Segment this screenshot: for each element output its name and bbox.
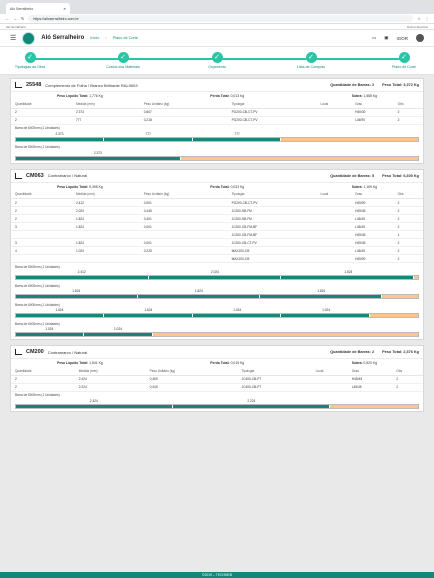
card-header-totals [330, 350, 419, 354]
column-header: Peso Unitário (kg) [146, 367, 238, 375]
leftover [352, 94, 377, 98]
browser-tabstrip [0, 0, 434, 14]
address-bar[interactable]: https://alloserralheiro.com.br [28, 15, 413, 22]
cut-bar [15, 313, 419, 318]
step-label: Lista de Compras [296, 65, 326, 69]
segment-label: 1.024 [233, 308, 242, 312]
table-cell: 1.824 [72, 223, 140, 231]
table-cell: 2 [394, 199, 423, 207]
segment-label: 1.024 [322, 308, 331, 312]
check-icon: ✓ [118, 52, 129, 63]
step-label: Orçamento [208, 65, 226, 69]
net-weight-label: Peso Líquido Total: [57, 184, 89, 189]
total-weight-label: Peso Total: [382, 83, 403, 87]
table-cell [312, 375, 348, 383]
net-weight-value: 1,776 Kg [89, 94, 103, 98]
cuts-table [11, 100, 423, 125]
table-cell [140, 255, 228, 263]
qty-bars [330, 350, 374, 354]
loss-weight [210, 361, 244, 365]
check-icon: ✓ [212, 52, 223, 63]
material-code: 25548 [26, 82, 42, 88]
table-cell [317, 108, 352, 116]
table-cell: PG200-CB-CT-PV [228, 199, 317, 207]
net-weight [57, 361, 103, 365]
segment-label: 2.373 [93, 150, 102, 155]
bar-segment [16, 157, 181, 160]
browser-toolbar [0, 14, 434, 24]
segment-label: 777 [234, 131, 240, 136]
total-weight-value: 3,372 Kg [403, 83, 419, 87]
bar-segment [84, 333, 152, 336]
qty-bars-label: Quantidade de Barras: [330, 173, 371, 178]
bar-segment [260, 295, 382, 298]
qty-bars-value: 5 [372, 173, 375, 178]
table-cell [317, 207, 352, 215]
column-header: Tipologia [237, 367, 311, 375]
material-description: Complemento de Folha / Branco Brilhante RAL9003 [45, 82, 138, 88]
column-header: Medida (mm) [75, 367, 146, 375]
bar-segment-labels [15, 308, 419, 313]
check-icon: ✓ [25, 52, 36, 63]
column-header: Local [317, 100, 352, 108]
segment-label: 1.524 [344, 270, 353, 274]
table-header-row [11, 191, 423, 199]
user-name[interactable]: IGOR [396, 35, 408, 41]
column-header: Medida (mm) [72, 100, 140, 108]
hamburger-menu-icon[interactable]: ☰ [10, 35, 17, 42]
table-cell [312, 383, 348, 391]
reload-icon[interactable]: ↻ [21, 16, 25, 21]
leftover [352, 361, 377, 365]
card-header-totals [330, 83, 419, 87]
table-cell [317, 199, 352, 207]
table-row [11, 116, 423, 124]
table-cell: JC200-SB-FM [228, 215, 317, 223]
table-cell [317, 239, 352, 247]
monitor-icon[interactable]: ▭ [371, 35, 377, 40]
table-cell: L45/45 [348, 383, 392, 391]
bar-segment [281, 276, 414, 279]
chat-icon[interactable]: ▣ [384, 35, 389, 40]
card-summary [11, 359, 423, 367]
cut-bar [15, 332, 419, 337]
table-cell: 2 [11, 108, 72, 116]
bar-label: Barra de 6000mm (1 Unidades) [15, 393, 60, 397]
column-header: Medida (mm) [72, 191, 140, 199]
table-cell: L45/45 [351, 247, 394, 255]
table-cell: 2.424 [75, 375, 146, 383]
table-cell: 0,445 [140, 207, 228, 215]
footer: ©2019 – TECHNEB [0, 572, 434, 578]
step-plano-corte[interactable] [374, 52, 434, 69]
segment-label: 2.224 [247, 398, 256, 403]
material-description: Contramarco / Natural [47, 173, 88, 178]
leftover-label: Sobra: [351, 361, 363, 365]
table-cell: 2 [394, 247, 423, 255]
column-header: Quantidade [11, 367, 75, 375]
browser-tab[interactable] [6, 3, 70, 14]
tab-title: Aló Serralheiro [10, 6, 34, 11]
bar-segment [104, 314, 192, 317]
table-cell: 2 [394, 207, 423, 215]
material-card [10, 345, 424, 412]
table-header-row [11, 367, 423, 375]
total-weight [382, 174, 419, 178]
table-cell [317, 116, 352, 124]
leftover-label: Sobra: [351, 184, 363, 189]
total-weight-label: Peso Total: [382, 350, 403, 354]
loss-weight-value: 0,015 Kg [230, 361, 245, 365]
bar-segment [16, 138, 104, 141]
table-cell: JC400-CB-PT [237, 383, 311, 391]
table-cell: 2.412 [72, 199, 140, 207]
brand-logo[interactable] [22, 32, 35, 45]
leftover [352, 185, 377, 189]
cut-bar [15, 294, 419, 299]
cuts-table [11, 191, 423, 264]
segment-label: 2.024 [210, 270, 219, 274]
material-card [10, 169, 424, 341]
segment-label: 1.024 [45, 327, 54, 331]
table-cell: JC200-CB-CT-PV [228, 239, 317, 247]
table-cell: 0,225 [140, 247, 228, 255]
table-cell: 2 [11, 383, 75, 391]
check-icon: ✓ [306, 52, 317, 63]
bar-label: Barra de 6000mm (1 Unidades) [15, 321, 60, 326]
leftover-value: 0,520 Kg [363, 361, 377, 365]
table-cell: H45/45 [348, 375, 392, 383]
table-cell: L45/90 [351, 116, 394, 124]
loss-weight-value: 0,013 Kg [230, 94, 245, 98]
segment-label: 2.373 [55, 131, 64, 136]
table-cell: 4 [11, 247, 72, 255]
table-row [11, 239, 423, 247]
table-row [11, 255, 423, 263]
leftover-label: Sobra: [351, 94, 363, 98]
table-cell [317, 223, 352, 231]
card-header [11, 346, 423, 359]
step-label: Custos dos Materiais [106, 65, 140, 69]
brand-name: Aló Serralheiro [41, 35, 85, 41]
other-bookmarks[interactable]: Outros favoritos [406, 24, 428, 29]
table-cell: PG200-CB-CT-PV [228, 108, 317, 116]
loss-weight [210, 94, 244, 98]
segment-label: 2.424 [89, 398, 98, 403]
table-cell: 0,460 [146, 375, 238, 383]
table-cell: H45/30 [351, 108, 394, 116]
segment-label: 1.624 [55, 308, 64, 312]
table-cell [317, 247, 352, 255]
table-row [11, 375, 423, 383]
segment-label: 2.412 [77, 270, 86, 274]
table-row [11, 223, 423, 231]
bar-segment [138, 295, 260, 298]
table-cell: 0,001 [140, 239, 228, 247]
table-cell: 2.224 [75, 383, 146, 391]
table-cell: 2 [394, 223, 423, 231]
bar-segment [16, 333, 84, 336]
loss-weight-value: 0,033 Kg [230, 184, 245, 189]
material-code: CM200 [26, 349, 44, 355]
table-cell [72, 231, 140, 239]
table-cell: 3 [11, 239, 72, 247]
bar-label: Barra de 6000mm (1 Unidades) [15, 145, 60, 149]
table-cell: 2 [11, 215, 72, 223]
table-cell: 2 [11, 207, 72, 215]
breadcrumb-current: Plano de Corte [112, 36, 138, 40]
cut-bar [15, 404, 419, 409]
column-header: Local [312, 367, 348, 375]
qty-bars-label: Quantidade de Barras: [330, 350, 371, 354]
bar-label: Barra de 6000mm (1 Unidades) [15, 126, 60, 130]
net-weight [57, 94, 103, 98]
bar-segment [173, 405, 330, 408]
net-weight [57, 185, 103, 189]
table-cell: 2 [11, 116, 72, 124]
card-header-totals [330, 174, 419, 178]
cut-bar [15, 156, 419, 161]
bar-label: Barra de 6000mm (1 Unidades) [15, 302, 60, 307]
column-header: Tipologia [228, 100, 317, 108]
table-cell: 1 [394, 231, 423, 239]
column-header: Grau [348, 367, 392, 375]
profile-icon [15, 173, 22, 179]
table-cell [317, 255, 352, 263]
table-row [11, 247, 423, 255]
column-header: Quantidade [11, 100, 72, 108]
qty-bars-value: 2 [372, 350, 375, 354]
table-row [11, 215, 423, 223]
card-summary [11, 92, 423, 100]
table-cell: H45/90 [351, 199, 394, 207]
step-lista-compras[interactable] [281, 52, 341, 69]
table-cell [317, 231, 352, 239]
table-cell: 0,667 [140, 108, 228, 116]
table-row [11, 383, 423, 391]
table-cell: 2 [394, 215, 423, 223]
total-weight [382, 83, 419, 87]
table-header-row [11, 100, 423, 108]
step-tipologias[interactable] [0, 52, 60, 69]
segment-label: 1.824 [72, 289, 81, 293]
segment-label: 1.024 [114, 327, 122, 331]
bar-segment-labels [15, 270, 419, 275]
column-header: Tipologia [228, 191, 317, 199]
column-header: Peso Unitário (kg) [140, 191, 228, 199]
cut-plan-content [0, 75, 434, 412]
table-cell: JC200-SB-FM [228, 207, 317, 215]
table-cell: 2 [11, 199, 72, 207]
bar-segment [281, 314, 369, 317]
table-cell: 2 [394, 239, 423, 247]
step-label: Tipologias da Obra [14, 65, 46, 69]
bar-segment [16, 295, 138, 298]
bar-segment [193, 138, 281, 141]
table-cell [11, 231, 72, 239]
back-icon[interactable]: ← [5, 16, 9, 21]
loss-weight-label: Perda Total: [210, 94, 230, 98]
column-header: Local [317, 191, 352, 199]
qty-bars-value: 2 [372, 83, 375, 87]
table-cell: 0,218 [140, 116, 228, 124]
table-cell: 1.024 [72, 247, 140, 255]
net-weight-label: Peso Líquido Total: [57, 94, 89, 98]
menu-dots-icon[interactable]: ⋮ [425, 16, 429, 21]
table-cell: 1.824 [72, 239, 140, 247]
profile-icon [15, 82, 22, 88]
table-cell: MAX100-CB [228, 247, 317, 255]
table-row [11, 108, 423, 116]
table-cell: 2.024 [72, 207, 140, 215]
segment-label: 777 [145, 131, 151, 136]
net-weight-label: Peso Líquido Total: [57, 361, 89, 365]
table-cell: H45/90 [351, 255, 394, 263]
leftover-value: 1,169 Kg [363, 184, 377, 189]
column-header: Grau [351, 191, 394, 199]
segment-label: 1.624 [144, 308, 153, 312]
step-orcamento[interactable] [187, 52, 247, 69]
breadcrumb-home[interactable]: Início [90, 36, 100, 40]
qty-bars [330, 174, 374, 178]
segment-label: 1.824 [194, 289, 203, 293]
table-cell: 2 [394, 108, 423, 116]
card-header [11, 79, 423, 92]
table-cell: 0,440 [146, 383, 238, 391]
table-row [11, 207, 423, 215]
segment-label: 1.824 [317, 289, 326, 293]
leftover-value: 1,588 Kg [363, 94, 377, 98]
table-cell: 1.824 [72, 215, 140, 223]
bar-segment [16, 314, 104, 317]
bar-segment [16, 276, 149, 279]
table-cell: JC400-CB-PT [237, 375, 311, 383]
cut-bar [15, 275, 419, 280]
column-header: Obs [392, 367, 423, 375]
table-cell: 2 [11, 375, 75, 383]
table-cell: H45/45 [351, 239, 394, 247]
cut-bar [15, 137, 419, 142]
star-icon[interactable]: ☆ [417, 16, 421, 21]
app-header [0, 30, 434, 47]
table-cell: 2.373 [72, 108, 140, 116]
table-cell [140, 231, 228, 239]
table-cell: PG200-CB-CT-PV [228, 116, 317, 124]
table-cell: 2 [392, 383, 423, 391]
material-description: Contramarco / Natural [47, 349, 88, 355]
bar-segment-labels [15, 289, 419, 294]
table-cell: 0,401 [140, 215, 228, 223]
table-cell: MAX100-CB [228, 255, 317, 263]
table-cell [11, 255, 72, 263]
table-cell: 0,001 [140, 223, 228, 231]
qty-bars [330, 83, 374, 87]
progress-stepper [0, 47, 434, 75]
step-custos[interactable] [93, 52, 153, 69]
check-icon: ✓ [399, 52, 410, 63]
net-weight-value: 5,398 Kg [89, 184, 103, 189]
table-cell: H45/45 [351, 207, 394, 215]
bookmark-item[interactable]: Aló Serralheiro [6, 24, 26, 29]
table-cell [72, 255, 140, 263]
qty-bars-label: Quantidade de Barras: [330, 83, 371, 87]
close-tab-icon[interactable]: ✕ [63, 6, 66, 11]
loss-weight-label: Perda Total: [210, 361, 230, 365]
column-header: Obs [394, 100, 423, 108]
table-row [11, 231, 423, 239]
bar-segment [149, 276, 282, 279]
forward-icon[interactable]: → [13, 16, 17, 21]
table-cell [317, 215, 352, 223]
table-cell: JC200-CB-FM-BF [228, 231, 317, 239]
total-weight-label: Peso Total: [382, 173, 403, 178]
table-cell: L45/45 [351, 215, 394, 223]
table-cell: H45/45 [351, 231, 394, 239]
step-label: Plano de Corte [392, 65, 416, 69]
column-header: Obs [394, 191, 423, 199]
card-header [11, 170, 423, 183]
bar-segment [193, 314, 281, 317]
table-cell: 2 [394, 255, 423, 263]
bar-segment [16, 405, 173, 408]
column-header: Peso Unitário (kg) [140, 100, 228, 108]
card-summary [11, 183, 423, 191]
loss-weight-label: Perda Total: [210, 184, 230, 189]
table-cell: 2 [392, 375, 423, 383]
table-row [11, 199, 423, 207]
column-header: Grau [351, 100, 394, 108]
table-cell: L45/45 [351, 223, 394, 231]
net-weight-value: 1,841 Kg [89, 361, 103, 365]
bar-label: Barra de 6000mm (1 Unidades) [15, 264, 60, 269]
material-code: CM063 [26, 172, 44, 179]
bar-label: Barra de 6000mm (1 Unidades) [15, 283, 60, 288]
avatar[interactable] [416, 34, 424, 42]
loss-weight [210, 185, 244, 189]
table-cell: 0,501 [140, 199, 228, 207]
table-cell: 3 [11, 223, 72, 231]
table-cell: 777 [72, 116, 140, 124]
profile-icon [15, 349, 22, 355]
total-weight [382, 350, 419, 354]
cuts-table [11, 367, 423, 392]
breadcrumb-separator: › [105, 36, 107, 40]
table-cell: JC200-CB-FM-BF [228, 223, 317, 231]
total-weight-value: 6,600 Kg [403, 173, 419, 178]
bar-segment [104, 138, 192, 141]
column-header: Quantidade [11, 191, 72, 199]
total-weight-value: 2,376 Kg [403, 350, 419, 354]
material-card [10, 78, 424, 164]
table-cell: 2 [394, 116, 423, 124]
